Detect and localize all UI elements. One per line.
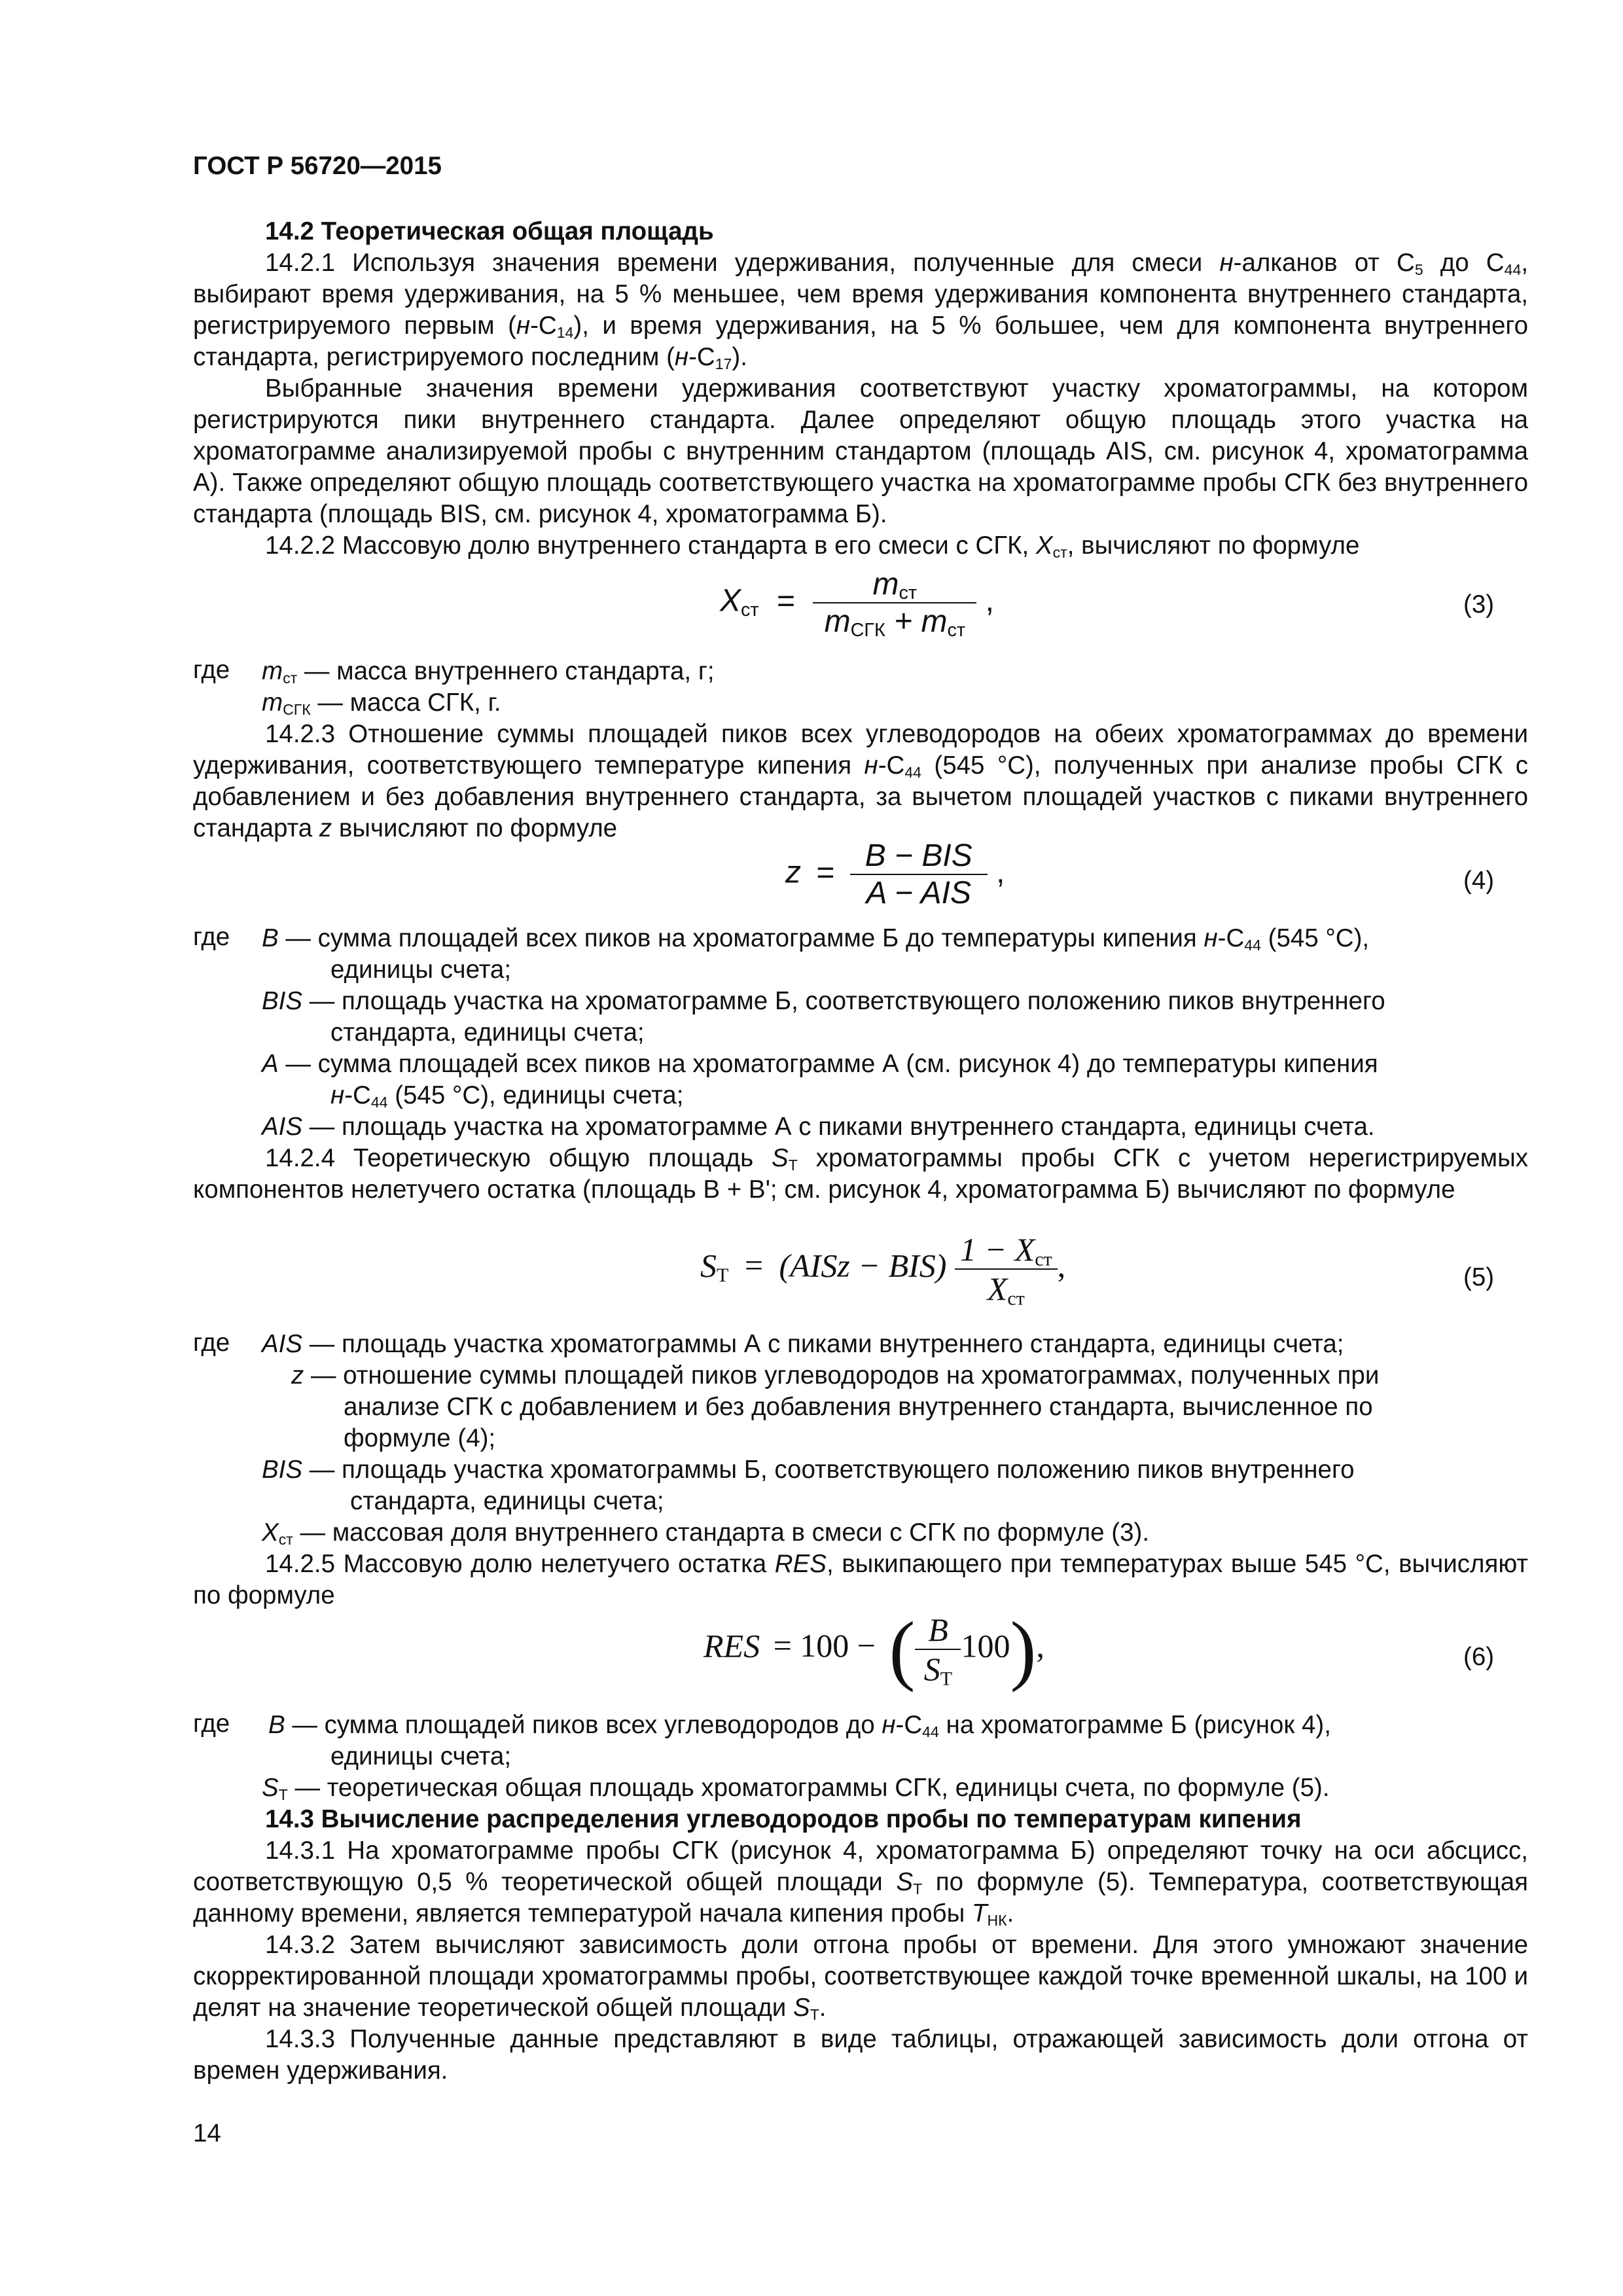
definition-ais: AIS — площадь участка на хроматограмме А с пиками внутреннего стандарта, единицы счета. bbox=[262, 1113, 1375, 1141]
definition-b: B — сумма площадей всех пиков на хроматограмме Б до температуры кипения $н-С_{44}$ (545 °С), bbox=[262, 924, 1370, 954]
paragraph-14-2-3: 14.2.3 Отношение суммы площадей пиков всех углеводородов на обеих хроматограммах до времени удерживания, соответствующего температуре кипения $н-С_{44}$ (545 °С), полученных при анализе пробы СГК с добавлением и без добавления внутреннего стандарта, за вычетом площадей участков с пиками внутреннего стандарта z вычисляют по формуле bbox=[193, 720, 1528, 842]
formula-6: RES = 100 − ( $\frac{B}{S_Т}$ 100), bbox=[704, 1605, 1044, 1693]
where-label-6: где bbox=[193, 1710, 230, 1738]
definition-z-cont-2: формуле (4); bbox=[344, 1424, 496, 1452]
where-label-4: где bbox=[193, 923, 230, 951]
definition-s-t: $S_Т$ — теоретическая общая площадь хроматограммы СГК, единицы счета, по формуле (5). bbox=[262, 1774, 1330, 1803]
paragraph-14-3-1: 14.3.1 На хроматограмме пробы СГК (рисунок 4, хроматограмма Б) определяют точку на оси абсцисс, соответствующую 0,5 % теоретической общей площади $S_Т$ по формуле (5). Температура, соответствующая данному времени, является температурой начала кипения пробы $Т_{НК}$. bbox=[193, 1837, 1528, 1929]
formula-3: $X_{ст}$ = $\frac{m_{ст}}{m_{СГК} + m_{ст}}$ , bbox=[720, 567, 995, 641]
paragraph-14-2-1-cont: Выбранные значения времени удерживания соответствуют участку хроматограммы, на котором регистрируются пики внутреннего стандарта. Далее определяют общую площадь этого участка на хроматограмме анализируемой пробы с внутренним стандартом (площадь AIS, см. рисунок 4, хроматограмма А). Также определяют общую площадь соответствующего участка на хроматограмме пробы СГК без внутреннего стандарта (площадь BIS, см. рисунок 4, хроматограмма Б). bbox=[193, 374, 1528, 528]
formula-4-number: (4) bbox=[1463, 867, 1495, 895]
definition-ais-5: AIS — площадь участка хроматограммы А с пиками внутреннего стандарта, единицы счета; bbox=[262, 1330, 1344, 1358]
section-title-14-3: 14.3 Вычисление распределения углеводородов пробы по температурам кипения bbox=[265, 1805, 1302, 1833]
paragraph-14-3-2: 14.3.2 Затем вычисляют зависимость доли отгона пробы от времени. Для этого умножают значение скорректированной площади хроматограммы пробы, соответствующее каждой точке временной шкалы, на 100 и делят на значение теоретической общей площади $S_Т$. bbox=[193, 1931, 1528, 2023]
paragraph-14-2-1: 14.2.1 Используя значения времени удерживания, полученные для смеси н-алканов от $С_5$ до $С_{44}$, выбирают время удерживания, на 5 % меньшее, чем время удерживания компонента внутреннего стандарта, регистрируемого первым $(н-С_{14})$, и время удерживания, на 5 % большее, чем для компонента внутреннего стандарта, регистрируемого последним $(н-С_{17})$. bbox=[193, 249, 1529, 372]
document-id-header: ГОСТ Р 56720—2015 bbox=[193, 152, 442, 180]
where-label-3: где bbox=[193, 656, 230, 684]
definition-m-sgk: $m_{СГК}$ — масса СГК, г. bbox=[262, 689, 501, 718]
definition-b-cont: единицы счета; bbox=[330, 956, 512, 984]
definition-a: A — сумма площадей всех пиков на хроматограмме А (см. рисунок 4) до температуры кипения bbox=[262, 1050, 1378, 1078]
formula-5-number: (5) bbox=[1463, 1263, 1495, 1291]
paragraph-14-2-5: 14.2.5 Массовую долю нелетучего остатка RES, выкипающего при температурах выше 545 °С, вычисляют по формуле bbox=[193, 1550, 1528, 1609]
definition-a-cont: $н-С_{44}$ (545 °С), единицы счета; bbox=[330, 1081, 684, 1111]
definition-bis-cont: стандарта, единицы счета; bbox=[330, 1018, 645, 1047]
formula-4: z = $\frac{\text{B − BIS}}{\text{A − AIS}}$ , bbox=[785, 838, 1005, 910]
paragraph-14-3-3: 14.3.3 Полученные данные представляют в виде таблицы, отражающей зависимость доли отгона от времен удерживания. bbox=[193, 2025, 1528, 2085]
definition-bis: BIS — площадь участка на хроматограмме Б, соответствующего положению пиков внутреннего bbox=[262, 987, 1385, 1015]
definition-bis-5-cont: стандарта, единицы счета; bbox=[350, 1487, 664, 1515]
paragraph-14-2-2: 14.2.2 Массовую долю внутреннего стандарта в его смеси с СГК, $X_{ст}$, вычисляют по формуле bbox=[265, 531, 1360, 561]
definition-m-st: $m_{ст}$ — масса внутреннего стандарта, г; bbox=[262, 657, 715, 687]
definition-x-st: $X_{ст}$ — массовая доля внутреннего стандарта в смеси с СГК по формуле (3). bbox=[262, 1518, 1150, 1548]
formula-5: $S_Т$ = (AISz − BIS) $\frac{1 - X_{ст}}{X_{ст}}$ , bbox=[700, 1231, 1066, 1310]
paragraph-14-2-4: 14.2.4 Теоретическую общую площадь $S_Т$ хроматограммы пробы СГК с учетом нерегистрируемых компонентов нелетучего остатка (площадь B + B'; см. рисунок 4, хроматограмма Б) вычисляют по формуле bbox=[193, 1144, 1528, 1204]
formula-3-number: (3) bbox=[1463, 590, 1495, 619]
section-title-14-2: 14.2 Теоретическая общая площадь bbox=[265, 217, 714, 245]
definition-b-6-cont: единицы счета; bbox=[330, 1742, 512, 1770]
definition-z: z — отношение суммы площадей пиков углеводородов на хроматограммах, полученных при bbox=[291, 1361, 1380, 1390]
formula-6-number: (6) bbox=[1463, 1643, 1495, 1671]
definition-z-cont-1: анализе СГК с добавлением и без добавления внутреннего стандарта, вычисленное по bbox=[344, 1393, 1373, 1421]
page-number: 14 bbox=[193, 2119, 221, 2147]
definition-bis-5: BIS — площадь участка хроматограммы Б, соответствующего положению пиков внутреннего bbox=[262, 1456, 1355, 1484]
where-label-5: где bbox=[193, 1329, 230, 1357]
definition-b-6: B — сумма площадей пиков всех углеводородов до $н-С_{44}$ на хроматограмме Б (рисунок 4), bbox=[268, 1711, 1331, 1740]
